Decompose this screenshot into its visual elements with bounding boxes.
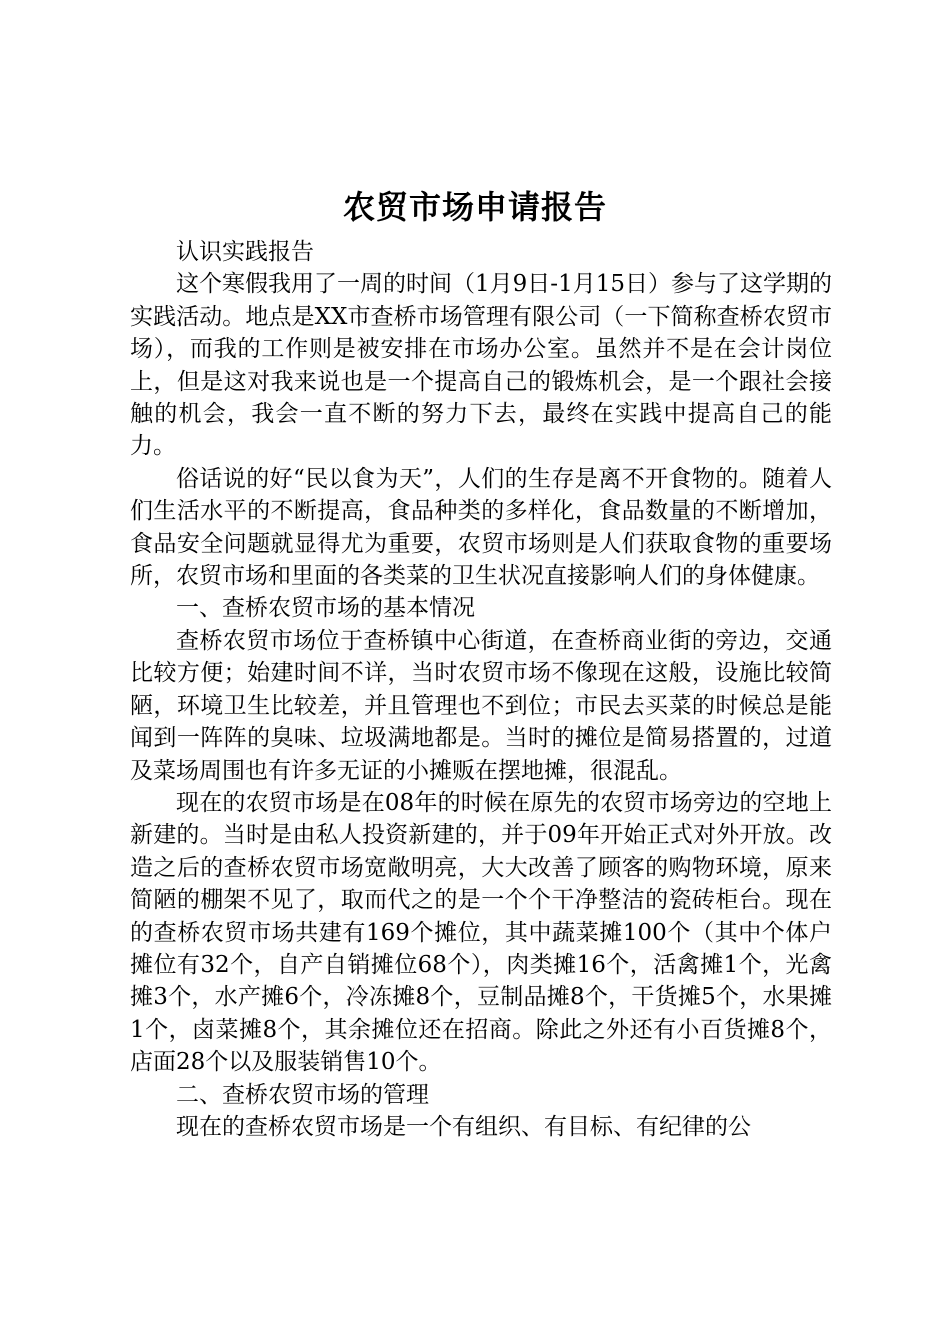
- paragraph: 现在的查桥农贸市场是一个有组织、有目标、有纪律的公: [176, 1113, 751, 1140]
- document-title: 农贸市场申请报告: [342, 188, 607, 226]
- paragraph: 俗话说的好“民以食为天”，人们的生存是离不开食物的。随着人们生活水平的不断提高，食品种类的多样化，食品数量的不断增加，食品安全问题就显得尤为重要，农贸市场则是人们获取食物的重要场所，农贸市场和里面的各类菜的卫生状况直接影响人们的身体健康。: [130, 465, 832, 590]
- paragraph: 认识实践报告: [176, 239, 314, 265]
- section-heading: 一、查桥农贸市场的基本情况: [176, 595, 475, 622]
- document-body: [130, 236, 832, 1143]
- paragraph: 现在的农贸市场是在08年的时候在原先的农贸市场旁边的空地上新建的。当时是由私人投资新建的，并于09年开始正式对外开放。改造之后的查桥农贸市场宽敞明亮，大大改善了顾客的购物环境，原来简陋的棚架不见了，取而代之的是一个个干净整洁的瓷砖柜台。现在的查桥农贸市场共建有169个摊位，其中蔬菜摊100个（其中个体户摊位有32个，自产自销摊位68个），肉类摊16个，活禽摊1个，光禽摊3个，水产摊6个，冷冻摊8个，豆制品摊8个，干货摊5个，水果摊1个，卤菜摊8个，其余摊位还在招商。除此之外还有小百货摊8个，店面28个以及服装销售10个。: [130, 789, 832, 1076]
- paragraph: 查桥农贸市场位于查桥镇中心街道，在查桥商业街的旁边，交通比较方便；始建时间不详，当时农贸市场不像现在这般，设施比较简陋，环境卫生比较差，并且管理也不到位；市民去买菜的时候总是能闻到一阵阵的臭味、垃圾满地都是。当时的摊位是简易搭置的，过道及菜场周围也有许多无证的小摊贩在摆地摊，很混乱。: [130, 627, 832, 784]
- section-heading: 二、查桥农贸市场的管理: [176, 1081, 429, 1108]
- paragraph: 这个寒假我用了一周的时间（1月9日-1月15日）参与了这学期的实践活动。地点是XX市查桥市场管理有限公司（一下简称查桥农贸市场），而我的工作则是被安排在市场办公室。虽然并不是在会计岗位上，但是这对我来说也是一个提高自己的锻炼机会，是一个跟社会接触的机会，我会一直不断的努力下去，最终在实践中提高自己的能力。: [130, 271, 832, 460]
